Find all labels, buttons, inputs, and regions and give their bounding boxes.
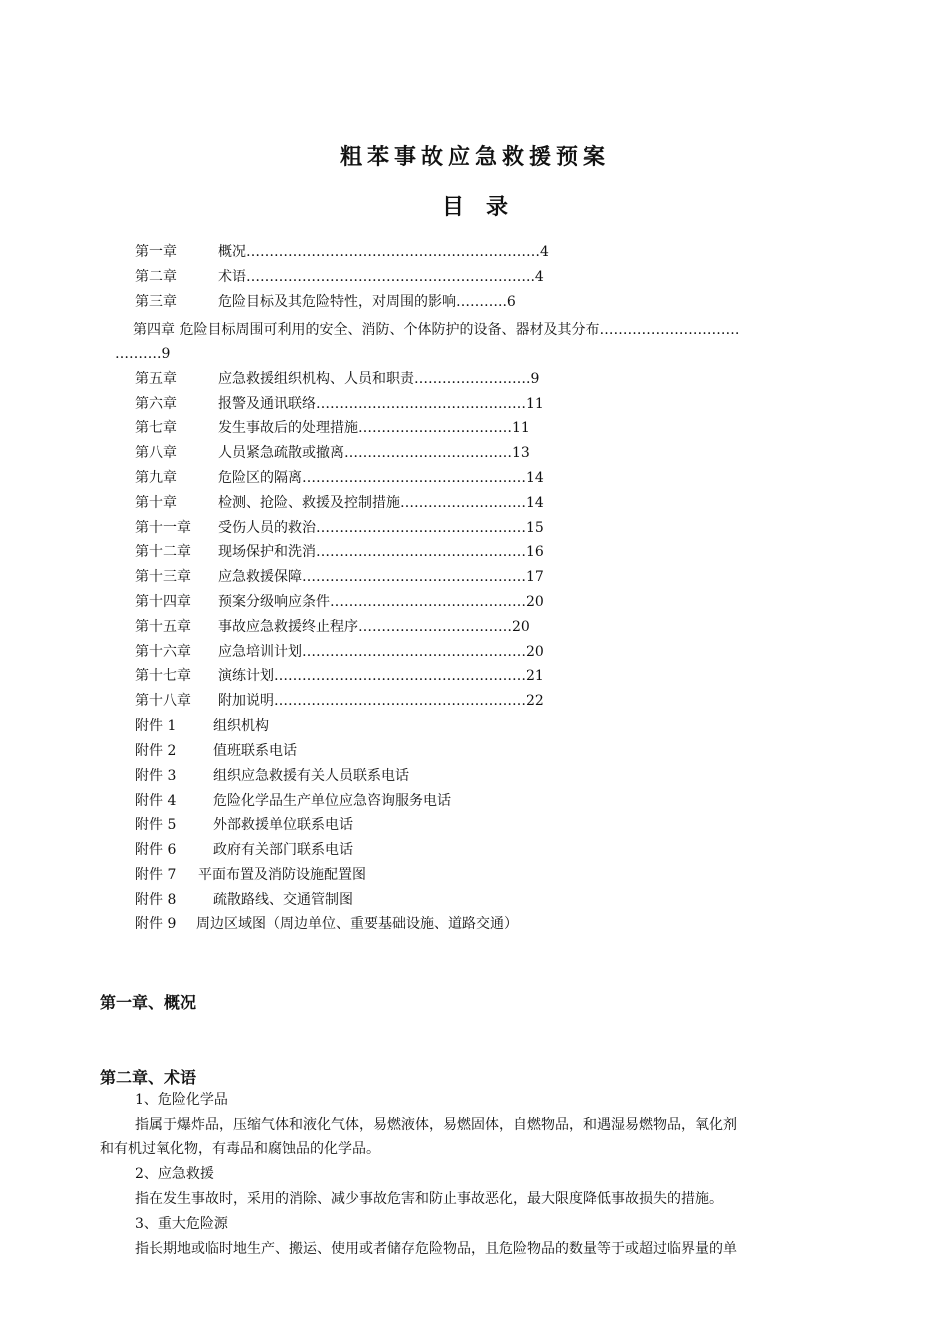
toc-chapter-number: 第十章 xyxy=(135,495,177,511)
toc-chapter-number: 第三章 xyxy=(135,294,177,310)
toc-page-number: 14 xyxy=(526,495,544,511)
term-label-1: 1、危险化学品 xyxy=(135,1092,228,1108)
toc-chapter-number: 第八章 xyxy=(135,445,177,461)
toc-leader-dots: …………………………………… xyxy=(330,594,526,610)
toc-leader-dots: ……………………………………………… xyxy=(274,668,526,684)
term-label-3: 3、重大危险源 xyxy=(135,1216,228,1232)
toc-leader-dots: ………………………………………… xyxy=(302,644,526,660)
toc-leader-dots: ………. xyxy=(115,346,162,362)
term-definition-2-line-1: 指在发生事故时，采用的消除、减少事故危害和防止事故恶化，最大限度降低事故损失的措施。 xyxy=(135,1191,723,1207)
toc-chapter-title: 人员紧急疏散或撤离 xyxy=(218,445,344,461)
term-definition-1-line-1: 指属于爆炸品，压缩气体和液化气体，易燃液体，易燃固体，自燃物品，和遇湿易燃物品，氧化剂 xyxy=(135,1117,737,1133)
toc-chapter-title: 危险目标及其危险特性，对周围的影响 xyxy=(218,294,456,310)
toc-page-number: 21 xyxy=(526,668,544,684)
appendix-title: 组织应急救援有关人员联系电话 xyxy=(213,768,409,784)
toc-chapter-number: 第十三章 xyxy=(135,569,191,585)
toc-chapter-title: 附加说明 xyxy=(218,693,274,709)
appendix-number: 附件 5 xyxy=(135,817,177,833)
appendix-number: 附件 3 xyxy=(135,768,177,784)
toc-leader-dots: …………………………………………………….. xyxy=(246,269,535,285)
toc-page-number: 4 xyxy=(534,269,544,285)
appendix-number: 附件 9 xyxy=(135,916,177,932)
toc-page-number: 9 xyxy=(530,371,540,387)
toc-leader-dots: ………. xyxy=(456,294,503,310)
term-definition-1-line-2: 和有机过氧化物，有毒品和腐蚀品的化学品。 xyxy=(100,1141,380,1157)
toc-chapter-number: 第七章 xyxy=(135,420,177,436)
appendix-title: 值班联系电话 xyxy=(213,743,297,759)
toc-leader-dots: ……………………… xyxy=(400,495,526,511)
chapter-1-heading: 第一章、概况 xyxy=(100,993,197,1012)
toc-title: 目 录 xyxy=(441,195,508,220)
appendix-title: 政府有关部门联系电话 xyxy=(213,842,353,858)
toc-chapter-title: 演练计划 xyxy=(218,668,274,684)
appendix-number: 附件 2 xyxy=(135,743,177,759)
toc-chapter-number: 第十八章 xyxy=(135,693,191,709)
appendix-number: 附件 4 xyxy=(135,793,177,809)
appendix-title: 疏散路线、交通管制图 xyxy=(213,892,353,908)
toc-leader-dots: ……………………. xyxy=(414,371,531,387)
appendix-title: 平面布置及消防设施配置图 xyxy=(198,867,366,883)
toc-leader-dots: …………………………… xyxy=(358,619,512,635)
toc-leader-dots: …………………………… xyxy=(358,420,512,436)
appendix-title: 周边区域图（周边单位、重要基础设施、道路交通） xyxy=(196,916,518,932)
toc-page-number: 11 xyxy=(526,396,544,412)
toc-entry-ch4[interactable] xyxy=(133,318,739,342)
toc-chapter-title: 应急救援组织机构、人员和职责 xyxy=(218,371,414,387)
term-label-2: 2、应急救援 xyxy=(135,1166,214,1182)
toc-page-number: .6 xyxy=(502,294,516,310)
toc-page-number: 13 xyxy=(512,445,530,461)
toc-leader-dots: ………………………… xyxy=(599,322,740,338)
toc-chapter-number: 第九章 xyxy=(135,470,177,486)
toc-chapter-title: 发生事故后的处理措施 xyxy=(218,420,358,436)
toc-page-number: 14 xyxy=(526,470,544,486)
toc-chapter-title: 报警及通讯联络 xyxy=(218,396,316,412)
appendix-number: 附件 1 xyxy=(135,718,177,734)
toc-page-number: 11 xyxy=(512,420,530,436)
toc-page-number: 22 xyxy=(526,693,544,709)
toc-page-number: 20 xyxy=(526,594,544,610)
toc-leader-dots: ……………………………………… xyxy=(316,544,526,560)
toc-leader-dots: ……………………………………………… xyxy=(274,693,526,709)
appendix-title: 外部救援单位联系电话 xyxy=(213,817,353,833)
toc-chapter-number: 第十七章 xyxy=(135,668,191,684)
toc-chapter-title: 应急救援保障 xyxy=(218,569,302,585)
toc-chapter-number: 第十六章 xyxy=(135,644,191,660)
appendix-title: 组织机构 xyxy=(213,718,269,734)
toc-chapter-title: 概况 xyxy=(218,244,246,260)
toc-chapter-number: 第十二章 xyxy=(135,544,191,560)
toc-entry-ch4-continuation[interactable] xyxy=(115,342,170,366)
toc-page-number: 20 xyxy=(526,644,544,660)
toc-chapter-number: 第四章 xyxy=(133,322,175,338)
appendix-title: 危险化学品生产单位应急咨询服务电话 xyxy=(213,793,451,809)
toc-leader-dots: ………………………………………… xyxy=(302,569,526,585)
toc-leader-dots: ……………………………………………………… xyxy=(246,244,540,260)
document-title: 粗苯事故应急救援预案 xyxy=(339,145,610,170)
toc-chapter-title: 应急培训计划 xyxy=(218,644,302,660)
chapter-2-heading: 第二章、术语 xyxy=(100,1068,197,1087)
toc-chapter-number: 第十四章 xyxy=(135,594,191,610)
toc-page-number: 15 xyxy=(526,520,544,536)
toc-leader-dots: ……………………………………… xyxy=(316,396,526,412)
appendix-number: 附件 6 xyxy=(135,842,177,858)
appendix-number: 附件 8 xyxy=(135,892,177,908)
toc-leader-dots: ……………………………………… xyxy=(316,520,526,536)
toc-chapter-title: 事故应急救援终止程序 xyxy=(218,619,358,635)
toc-chapter-number: 第五章 xyxy=(135,371,177,387)
toc-leader-dots: ……………………………… xyxy=(344,445,512,461)
toc-chapter-number: 第十五章 xyxy=(135,619,191,635)
toc-chapter-title: 预案分级响应条件 xyxy=(218,594,330,610)
toc-chapter-title: 受伤人员的救治 xyxy=(218,520,316,536)
toc-chapter-number: 第六章 xyxy=(135,396,177,412)
toc-chapter-title: 检测、抢险、救援及控制措施 xyxy=(218,495,400,511)
appendix-number: 附件 7 xyxy=(135,867,177,883)
toc-leader-dots: ………………………………………… xyxy=(302,470,526,486)
toc-page-number: 20 xyxy=(512,619,530,635)
toc-page-number: 16 xyxy=(526,544,544,560)
toc-page-number: 4 xyxy=(540,244,549,260)
toc-page-number: 9 xyxy=(161,346,171,362)
toc-chapter-number: 第一章 xyxy=(135,244,177,260)
toc-chapter-number: 第二章 xyxy=(135,269,177,285)
term-definition-3-line-1: 指长期地或临时地生产、搬运、使用或者储存危险物品，且危险物品的数量等于或超过临界量的单 xyxy=(135,1241,737,1257)
toc-chapter-title: 术语 xyxy=(218,269,246,285)
toc-chapter-title: 危险目标周围可利用的安全、消防、个体防护的设备、器材及其分布 xyxy=(179,322,600,338)
toc-chapter-title: 现场保护和洗消 xyxy=(218,544,316,560)
toc-chapter-title: 危险区的隔离 xyxy=(218,470,302,486)
toc-page-number: 17 xyxy=(526,569,544,585)
toc-chapter-number: 第十一章 xyxy=(135,520,191,536)
